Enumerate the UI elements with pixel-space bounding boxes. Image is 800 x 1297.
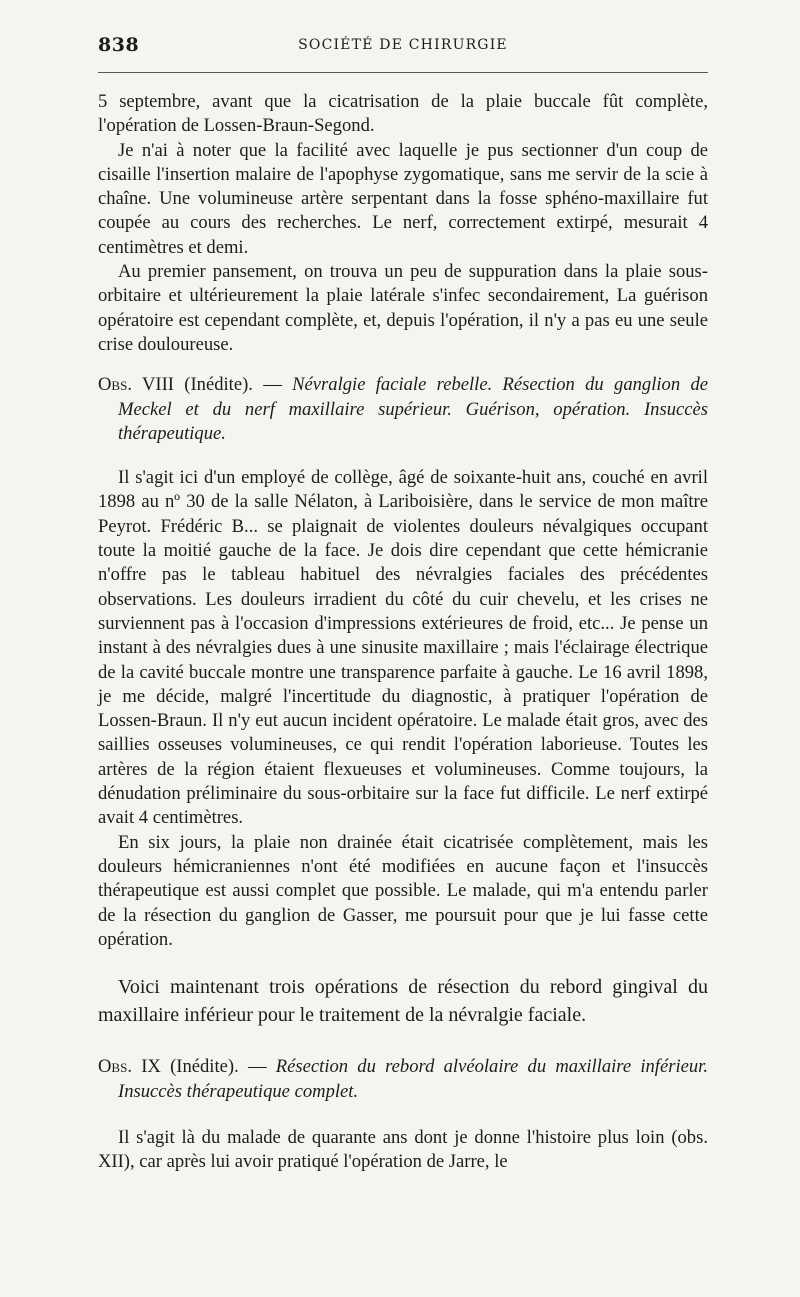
paragraph: Il s'agit ici d'un employé de collège, âgé de soixante-huit ans, couché en avril 1898 au nº 30 de la salle Nélaton, à Lariboisière, dans le service de mon maître Peyrot. Frédéric B... se plaignait de violentes douleurs névalgiques occupant toute la moitié gauche de la face. Je dois dire cependant que cette hémicranie n'offre pas le tableau habituel des névralgies faciales des précédentes observations. Les douleurs irradient du côté du cuir chevelu, et les crises ne surviennent pas à l'occasion d'impressions extérieures de froid, etc... Je pense un instant à des névralgies dues à une sinusite maxillaire ; mais l'éclairage électrique de la cavité buccale montre une transparence parfaite à gauche. Le 16 avril 1898, je me décide, malgré l'incertitude du diagnostic, à pratiquer l'opération de Lossen-Braun. Il n'y eut aucun incident opératoire. Le malade était gros, avec des saillies osseuses volumineuses, ce qui rendit l'opération laborieuse. Toutes les artères de la région étaient flexueuses et volumineuses. Comme toujours, la dénudation préliminaire du sous-orbitaire sur la face fut difficile. Le nerf extirpé avait 4 centimètres. bbox=[98, 467, 708, 829]
page-number: 838 bbox=[98, 34, 140, 56]
continuation-paragraph: 5 septembre, avant que la cicatrisation de la plaie buccale fût complète, l'opération de Lossen-Braun-Segond. bbox=[98, 91, 708, 137]
observation-tag: (Inédite). — bbox=[160, 1056, 276, 1078]
observation-tag: (Inédite). — bbox=[173, 374, 293, 396]
observation-title: Résection du rebord alvéolaire du maxillaire inférieur. Insuccès thérapeutique complet. bbox=[118, 1056, 708, 1102]
paragraph: Au premier pansement, on trouva un peu de suppuration dans la plaie sous-orbitaire et ultérieurement la plaie latérale s'infec secondairement, La guérison opératoire est cependant complète, et, depuis l'opération, il n'y a pas eu une seule crise douloureuse. bbox=[98, 261, 708, 355]
observation-label: Obs. IX bbox=[98, 1056, 161, 1078]
page-header bbox=[98, 34, 708, 58]
paragraph: En six jours, la plaie non drainée était cicatrisée complètement, mais les douleurs hémicraniennes n'ont été modifiées en aucune façon et l'insuccès thérapeutique est aussi complet que possible. Le malade, qui m'a entendu parler de la résection du ganglion de Gasser, me poursuit pour que je lui fasse cette opération. bbox=[98, 831, 708, 950]
observation-heading bbox=[98, 373, 708, 446]
paragraph: Il s'agit là du malade de quarante ans dont je donne l'histoire plus loin (obs. XII), car après lui avoir pratiqué l'opération de Jarre, le bbox=[98, 1126, 708, 1173]
paragraph: Je n'ai à noter que la facilité avec laquelle je pus sectionner d'un coup de cisaille l'insertion malaire de l'apophyse zygomatique, sans me servir de la scie à chaîne. Une volumineuse artère serpentant dans la fosse sphéno-maxillaire fut coupée au cours des recherches. Le nerf, correctement extirpé, mesurait 4 centimètres et demi. bbox=[98, 139, 708, 258]
observation-label: Obs. VIII bbox=[98, 374, 174, 396]
running-title: SOCIÉTÉ DE CHIRURGIE bbox=[298, 37, 508, 53]
observation-heading bbox=[98, 1055, 708, 1104]
body-text bbox=[98, 90, 708, 1174]
header-rule bbox=[98, 72, 708, 73]
section-intro: Voici maintenant trois opérations de résection du rebord gingival du maxillaire inférieur pour le traitement de la névralgie faciale. bbox=[98, 976, 708, 1026]
observation-title: Névralgie faciale rebelle. Résection du ganglion de Meckel et du nerf maxillaire supérieur. Guérison, opération. Insuccès thérapeutique. bbox=[118, 374, 708, 444]
